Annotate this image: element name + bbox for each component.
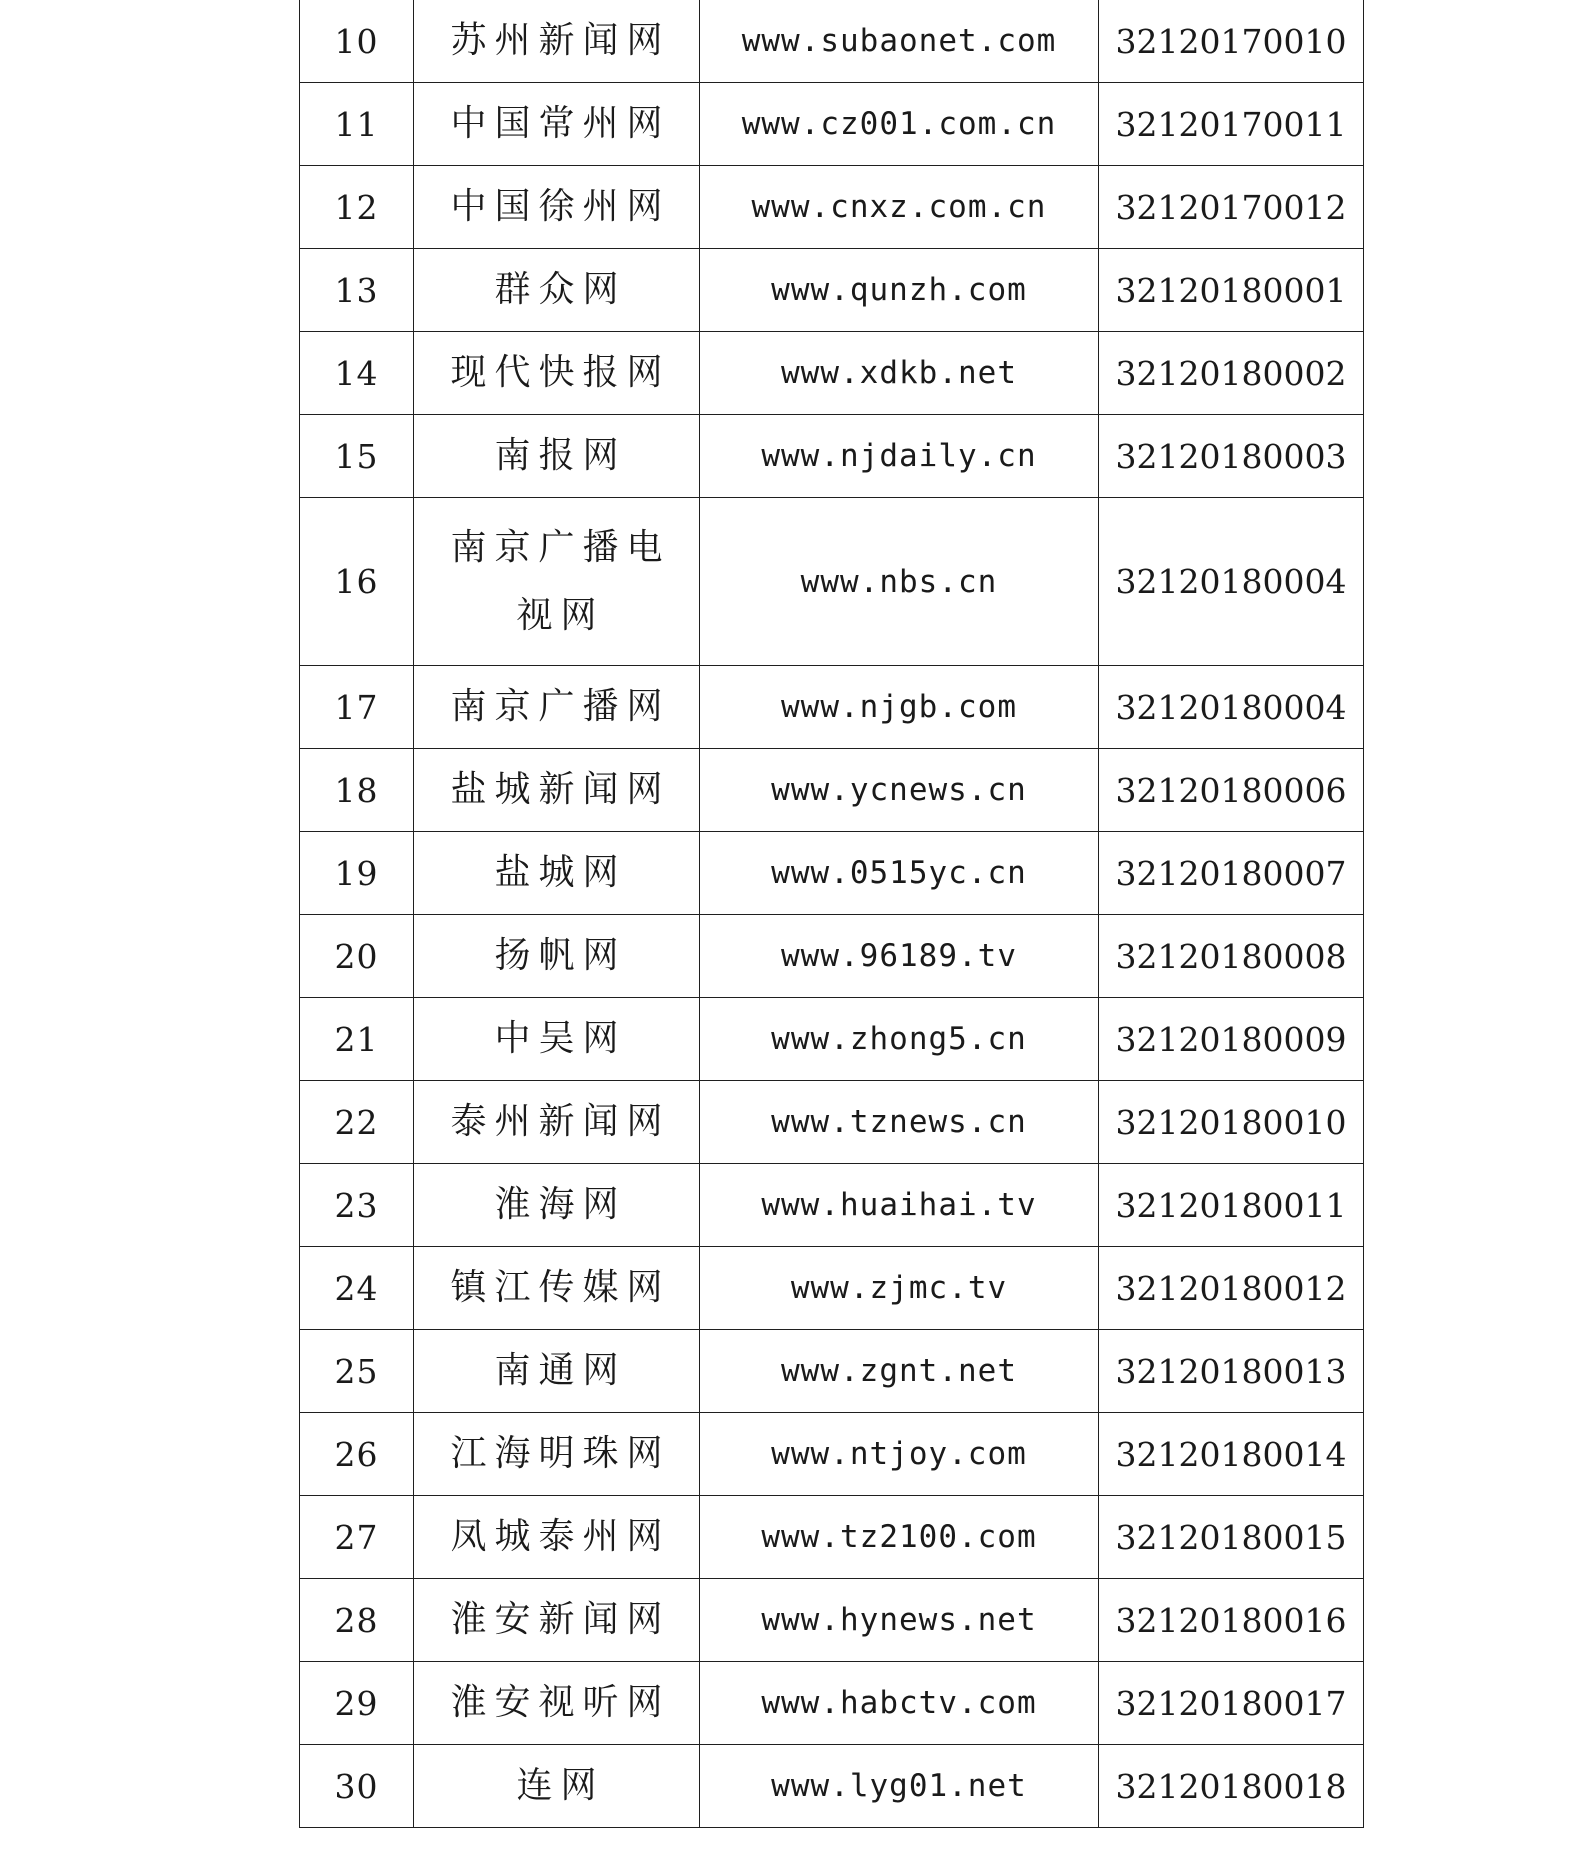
- row-number: 11: [300, 83, 414, 166]
- site-url: www.cz001.com.cn: [700, 83, 1099, 166]
- site-name-cell: [414, 0, 700, 83]
- site-name-cell: [414, 1247, 700, 1330]
- site-url: www.hynews.net: [700, 1579, 1099, 1662]
- site-name-cell: [414, 1579, 700, 1662]
- site-url: www.njdaily.cn: [700, 415, 1099, 498]
- site-url: www.tznews.cn: [700, 1081, 1099, 1164]
- site-url: www.nbs.cn: [700, 498, 1099, 666]
- site-name-cell: [414, 832, 700, 915]
- site-name-cell: [414, 915, 700, 998]
- site-name: 盐城新闻网: [450, 769, 671, 810]
- site-name: 盐城网: [494, 852, 627, 893]
- site-name: 现代快报网: [450, 352, 671, 393]
- site-name-cell: [414, 1164, 700, 1247]
- site-name: 镇江传媒网: [450, 1267, 671, 1308]
- table-row: [300, 998, 1364, 1081]
- table-row: [300, 249, 1364, 332]
- site-url: www.cnxz.com.cn: [700, 166, 1099, 249]
- row-number: 20: [300, 915, 414, 998]
- registration-code: 32120170011: [1099, 83, 1364, 166]
- site-name-cell: [414, 1413, 700, 1496]
- row-number: 23: [300, 1164, 414, 1247]
- table-body: [300, 0, 1364, 1828]
- table-row: [300, 1496, 1364, 1579]
- table-row: [300, 1662, 1364, 1745]
- row-number: 14: [300, 332, 414, 415]
- table-row: [300, 332, 1364, 415]
- row-number: 10: [300, 0, 414, 83]
- site-name: 淮安新闻网: [450, 1599, 671, 1640]
- registration-code: 32120180014: [1099, 1413, 1364, 1496]
- table-row: [300, 1164, 1364, 1247]
- site-name: 南通网: [494, 1350, 627, 1391]
- table-row: [300, 0, 1364, 83]
- site-url: www.lyg01.net: [700, 1745, 1099, 1828]
- site-name-cell: [414, 332, 700, 415]
- row-number: 13: [300, 249, 414, 332]
- site-url: www.ycnews.cn: [700, 749, 1099, 832]
- site-name: 江海明珠网: [450, 1433, 671, 1474]
- site-url: www.qunzh.com: [700, 249, 1099, 332]
- site-name: 南报网: [494, 435, 627, 476]
- site-name-cell: [414, 1745, 700, 1828]
- site-url: www.xdkb.net: [700, 332, 1099, 415]
- row-number: 19: [300, 832, 414, 915]
- row-number: 21: [300, 998, 414, 1081]
- registration-code: 32120180012: [1099, 1247, 1364, 1330]
- site-name-cell: [414, 415, 700, 498]
- site-url: www.zgnt.net: [700, 1330, 1099, 1413]
- table-row: [300, 166, 1364, 249]
- row-number: 25: [300, 1330, 414, 1413]
- registration-code: 32120180018: [1099, 1745, 1364, 1828]
- website-registry-table: [299, 0, 1364, 1828]
- registration-code: 32120180008: [1099, 915, 1364, 998]
- site-url: www.tz2100.com: [700, 1496, 1099, 1579]
- row-number: 26: [300, 1413, 414, 1496]
- site-name-cell: [414, 1496, 700, 1579]
- registration-code: 32120180004: [1099, 666, 1364, 749]
- site-url: www.zjmc.tv: [700, 1247, 1099, 1330]
- site-url: www.njgb.com: [700, 666, 1099, 749]
- site-name: 中吴网: [494, 1018, 627, 1059]
- table-row: [300, 1247, 1364, 1330]
- row-number: 30: [300, 1745, 414, 1828]
- site-url: www.96189.tv: [700, 915, 1099, 998]
- site-url: www.subaonet.com: [700, 0, 1099, 83]
- site-name: 南京广播电视网: [450, 526, 671, 636]
- site-url: www.zhong5.cn: [700, 998, 1099, 1081]
- site-url: www.0515yc.cn: [700, 832, 1099, 915]
- site-name: 群众网: [494, 269, 627, 310]
- registration-code: 32120180002: [1099, 332, 1364, 415]
- registration-code: 32120180017: [1099, 1662, 1364, 1745]
- site-name: 泰州新闻网: [450, 1101, 671, 1142]
- table-row: [300, 832, 1364, 915]
- site-name: 淮海网: [494, 1184, 627, 1225]
- registration-code: 32120180007: [1099, 832, 1364, 915]
- site-name: 扬帆网: [494, 935, 627, 976]
- table-row: [300, 415, 1364, 498]
- site-name: 苏州新闻网: [450, 20, 671, 61]
- site-name: 连网: [516, 1765, 605, 1806]
- registration-code: 32120180015: [1099, 1496, 1364, 1579]
- site-name-cell: [414, 166, 700, 249]
- site-name-cell: [414, 249, 700, 332]
- registration-code: 32120180001: [1099, 249, 1364, 332]
- site-url: www.huaihai.tv: [700, 1164, 1099, 1247]
- registration-code: 32120180011: [1099, 1164, 1364, 1247]
- site-url: www.habctv.com: [700, 1662, 1099, 1745]
- registration-code: 32120180010: [1099, 1081, 1364, 1164]
- site-name-cell: [414, 749, 700, 832]
- site-name: 中国常州网: [450, 103, 671, 144]
- site-name-cell: [414, 666, 700, 749]
- registration-code: 32120180006: [1099, 749, 1364, 832]
- row-number: 27: [300, 1496, 414, 1579]
- table-row: [300, 1081, 1364, 1164]
- site-url: www.ntjoy.com: [700, 1413, 1099, 1496]
- table-row: [300, 1579, 1364, 1662]
- site-name: 南京广播网: [450, 686, 671, 727]
- site-name: 中国徐州网: [450, 186, 671, 227]
- registration-code: 32120180004: [1099, 498, 1364, 666]
- site-name-cell: [414, 1081, 700, 1164]
- row-number: 18: [300, 749, 414, 832]
- table-row: [300, 498, 1364, 666]
- row-number: 15: [300, 415, 414, 498]
- table-row: [300, 915, 1364, 998]
- registration-code: 32120170012: [1099, 166, 1364, 249]
- row-number: 12: [300, 166, 414, 249]
- registration-code: 32120180013: [1099, 1330, 1364, 1413]
- site-name-cell: [414, 498, 700, 666]
- row-number: 29: [300, 1662, 414, 1745]
- site-name: 凤城泰州网: [450, 1516, 671, 1557]
- row-number: 16: [300, 498, 414, 666]
- table-row: [300, 1413, 1364, 1496]
- row-number: 22: [300, 1081, 414, 1164]
- registration-code: 32120180003: [1099, 415, 1364, 498]
- registration-code: 32120180016: [1099, 1579, 1364, 1662]
- table-row: [300, 666, 1364, 749]
- row-number: 17: [300, 666, 414, 749]
- table-row: [300, 749, 1364, 832]
- table-row: [300, 1330, 1364, 1413]
- site-name-cell: [414, 83, 700, 166]
- site-name-cell: [414, 1330, 700, 1413]
- site-name-cell: [414, 998, 700, 1081]
- row-number: 28: [300, 1579, 414, 1662]
- table-row: [300, 83, 1364, 166]
- table-row: [300, 1745, 1364, 1828]
- site-name-cell: [414, 1662, 700, 1745]
- site-name: 淮安视听网: [450, 1682, 671, 1723]
- row-number: 24: [300, 1247, 414, 1330]
- registration-code: 32120180009: [1099, 998, 1364, 1081]
- registration-code: 32120170010: [1099, 0, 1364, 83]
